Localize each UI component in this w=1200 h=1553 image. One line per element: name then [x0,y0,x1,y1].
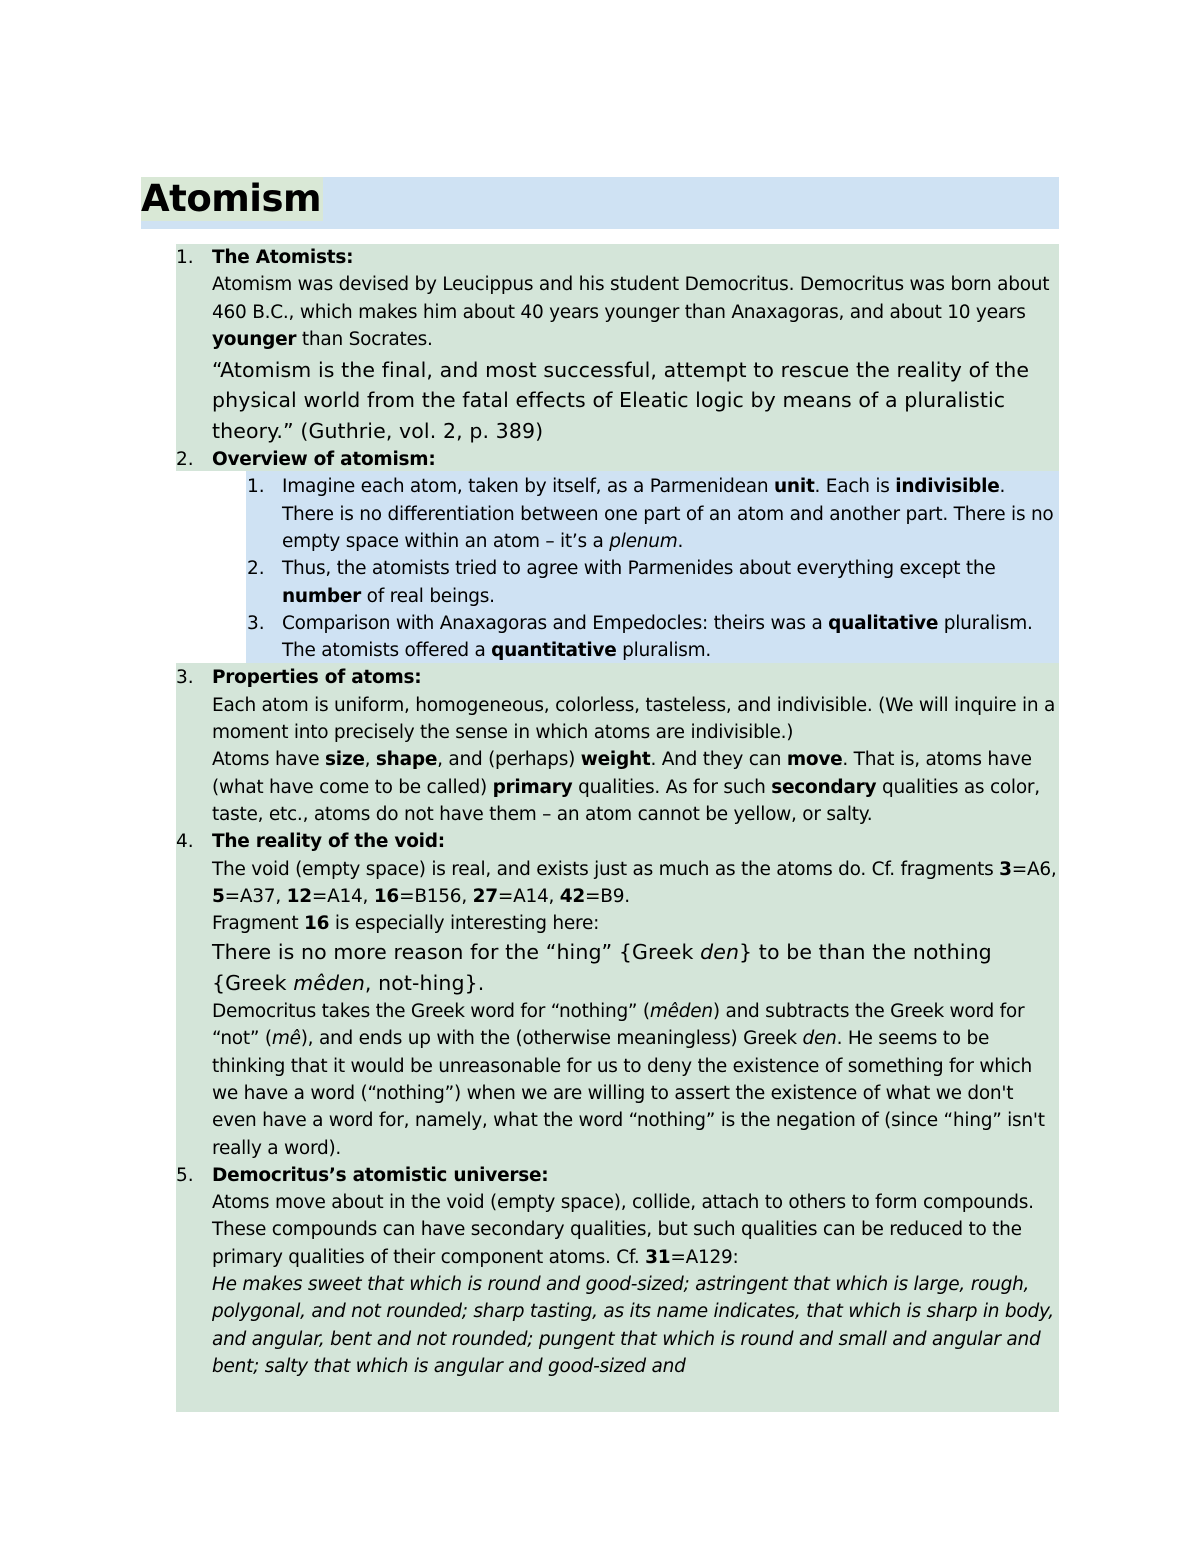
section-4-body [212,828,1057,1162]
section-heading: The reality of the void: [212,831,445,853]
section-heading: Democritus’s atomistic universe: [212,1164,549,1186]
section-5-body [212,1162,1057,1380]
sub-list-item-1 [0,473,1200,555]
sub-item-text: Imagine each atom, taken by itself, as a Parmenidean unit. Each is indivisible. There is no differentiation between one part of an atom and another part. There is no empty space within an atom – it’s a plenum. [282,476,1054,552]
fragments-paragraph: The void (empty space) is real, and exists just as much as the atoms do. Cf. fragments 3=A6, 5=A37, 12=A14, 16=B156, 27=A14, 42=B9. [212,858,1057,907]
list-item-5 [0,1162,1200,1380]
section-heading: The Atomists: [212,247,354,268]
sub-list-item-3 [0,610,1200,665]
fragment-16-intro: Fragment 16 is especially interesting here: [212,913,600,935]
list-number: 1. [247,476,265,498]
section-3-paragraph-2: Atoms have size, shape, and (perhaps) weight. And they can move. That is, atoms have (what have come to be called) primary qualities. As for such secondary qualities as color, taste, etc., atoms do not have them – an atom cannot be yellow, or salty. [212,749,1040,825]
list-number: 4. [176,831,194,853]
fragment-31-quote: He makes sweet that which is round and good-sized; astringent that which is large, rough, polygonal, and not rounded; sharp tasting, as its name indicates, that which is sharp in body, and angular, bent and not rounded; pungent that which is round and small and angular and bent; salty that which is angular and good-sized and [212,1273,1054,1377]
fragment-16-quote: There is no more reason for the “hing” {Greek den} to be than the nothing {Greek mêden, not-hing}. [212,940,992,995]
section-3-paragraph-1: Each atom is uniform, homogeneous, colorless, tasteless, and indivisible. (We will inquire in a moment into precisely the sense in which atoms are indivisible.) [212,694,1056,744]
list-item-2 [0,446,1200,473]
sub-item-text: Comparison with Anaxagoras and Empedocles: theirs was a qualitative pluralism. The atomists offered a quantitative pluralism. [282,612,1033,662]
section-heading: Properties of atoms: [212,667,422,689]
list-item-1 [0,244,1200,446]
sub-item-text: Thus, the atomists tried to agree with Parmenides about everything except the number of real beings. [282,558,996,607]
section-5-paragraph: Atoms move about in the void (empty space), collide, attach to others to form compounds. These compounds can have secondary qualities, but such qualities can be reduced to the primary qualities of their component atoms. Cf. 31=A129: [212,1192,1034,1268]
list-number: 2. [176,449,194,471]
list-number: 3. [176,667,194,689]
page-title: Atomism [141,177,322,220]
section-3-body [212,664,1057,828]
list-number: 3. [247,612,265,634]
list-item-3 [0,664,1200,828]
section-1-paragraph: Atomism was devised by Leucippus and his student Democritus. Democritus was born about 460 B.C., which makes him about 40 years younger than Anaxagoras, and about 10 years younger than Socrates. [212,274,1050,350]
list-number: 2. [247,558,265,580]
list-item-4 [0,828,1200,1162]
list-number: 5. [176,1164,194,1186]
section-2-body [212,446,1057,473]
democritus-explanation: Democritus takes the Greek word for “nothing” (mêden) and subtracts the Greek word for “not” (mê), and ends up with the (otherwise meaningless) Greek den. He seems to be thinking that it would be unreasonable for us to deny the existence of something for which we have a word (“nothing”) when we are willing to assert the existence of what we don't even have a word for, namely, what the word “nothing” is the negation of (since “hing” isn't really a word). [212,1001,1045,1159]
sub-list-item-2 [0,555,1200,610]
list-number: 1. [176,247,194,268]
section-heading: Overview of atomism: [212,449,436,471]
guthrie-quote: “Atomism is the final, and most successful, attempt to rescue the reality of the physical world from the fatal effects of Eleatic logic by means of a pluralistic theory.” (Guthrie, vol. 2, p. 389) [212,358,1030,443]
section-1-body [212,244,1057,446]
outline-list [0,244,1200,1380]
